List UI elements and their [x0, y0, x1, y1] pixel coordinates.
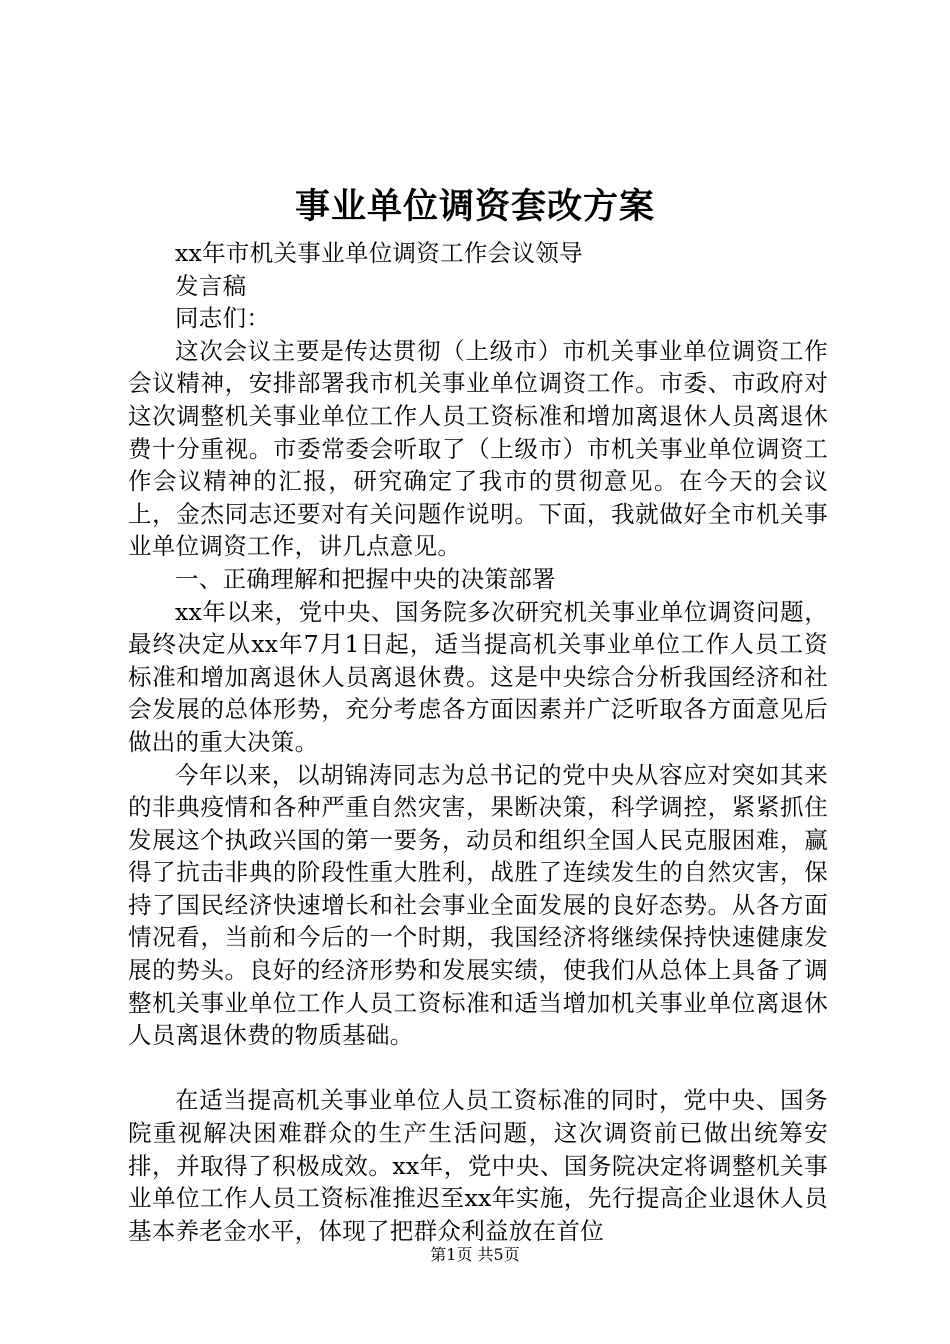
paragraph-welfare: 在适当提高机关事业单位人员工资标准的同时，党中央、国务院重视解决困难群众的生产生活问题，这次调资前已做出统筹安排，并取得了积极成效。xx年，党中央、国务院决定将调整机关事业单位工作人员工资标准推迟至xx年实施，先行提高企业退休人员基本养老金水平，体现了把群众利益放在首位: [128, 1086, 828, 1245]
paragraph-economy: 今年以来，以胡锦涛同志为总书记的党中央从容应对突如其来的非典疫情和各种严重自然灾害，果断决策，科学调控，紧紧抓住发展这个执政兴国的第一要务，动员和组织全国人民克服困难，赢得了抗击非典的阶段性重大胜利，战胜了连续发生的自然灾害，保持了国民经济快速增长和社会事业全面发展的良好态势。从各方面情况看，当前和今后的一个时期，我国经济将继续保持快速健康发展的势头。良好的经济形势和发展实绩，使我们从总体上具备了调整机关事业单位工作人员工资标准和适当增加机关事业单位离退休人员离退休费的物质基础。: [128, 760, 828, 1050]
document-body: [128, 237, 828, 1247]
salutation: 同志们：: [175, 304, 271, 333]
subtitle-line-1: xx年市机关事业单位调资工作会议领导: [175, 239, 583, 267]
page-footer: 第1页 共5页: [430, 1245, 520, 1264]
section-heading-1: 一、正确理解和把握中央的决策部署: [175, 564, 556, 593]
subtitle-line-2: 发言稿: [175, 271, 247, 300]
paragraph-intro: 这次会议主要是传达贯彻（上级市）市机关事业单位调资工作会议精神，安排部署我市机关事业单位调资工作。市委、市政府对这次调整机关事业单位工作人员工资标准和增加离退休人员离退休费十分重视。市委常委会听取了（上级市）市机关事业单位调资工作会议精神的汇报，研究确定了我市的贯彻意见。在今天的会议上，金杰同志还要对有关问题作说明。下面，我就做好全市机关事业单位调资工作，讲几点意见。: [128, 336, 828, 561]
paragraph-decision: xx年以来，党中央、国务院多次研究机关事业单位调资问题，最终决定从xx年7月1日起，适当提高机关事业单位工作人员工资标准和增加离退休人员离退休费。这是中央综合分析我国经济和社会发展的总体形势，充分考虑各方面因素并广泛听取各方面意见后做出的重大决策。: [128, 597, 828, 756]
page-title: 事业单位调资套改方案: [294, 186, 655, 227]
paragraph-gap: [128, 1052, 828, 1085]
